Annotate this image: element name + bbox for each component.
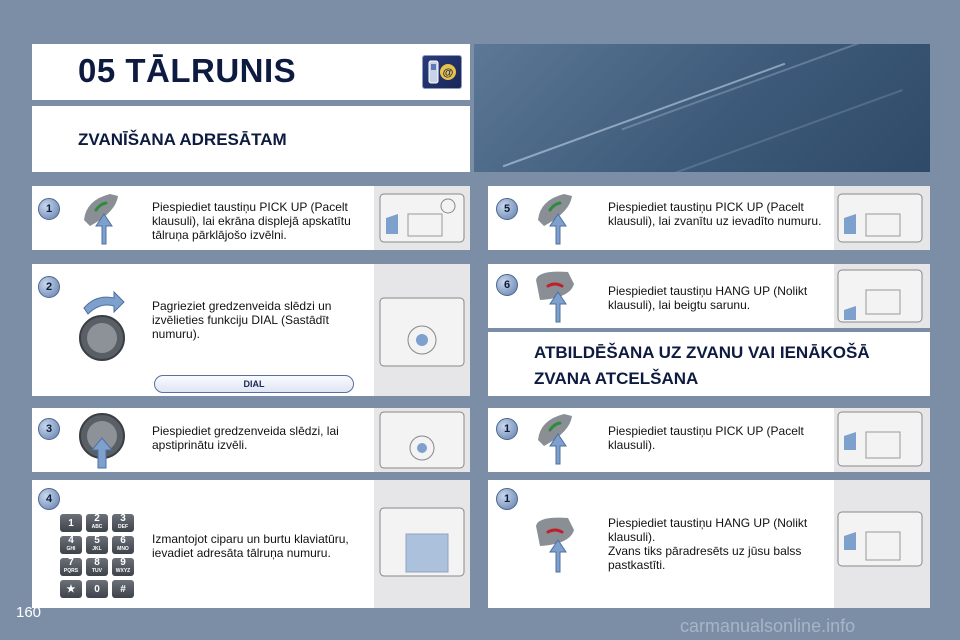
page-title: 05 TĀLRUNIS [78,52,297,89]
keypad-key: 5 JKL [86,536,108,554]
keypad-key: ★ [60,580,82,598]
hang-up-button-icon [530,512,580,574]
title-bar [32,44,470,100]
header-background [474,44,930,172]
answer-section-title: ATBILDĒŠANA UZ ZVANU VAI IENĀKOŠĀ ZVANA ATCELŠANA [534,343,870,388]
keypad-key: 4 GHI [60,536,82,554]
page-number: 160 [16,604,42,621]
keypad-key: 3 DEF [112,514,134,532]
step-badge: 1 [38,198,60,220]
radio-panel-icon [378,292,466,372]
answer-section-header [488,332,930,396]
keypad-key: # [112,580,134,598]
radio-panel-icon [378,190,466,246]
hang-up-button-icon [530,266,580,324]
step-badge: 1 [496,418,518,440]
pick-up-button-icon [76,190,126,246]
svg-text:@: @ [442,67,454,79]
section-bar [32,106,470,172]
step-text: Piespiediet gredzenveida slēdzi, lai apstiprinātu izvēli. [152,424,339,452]
step-badge: 4 [38,488,60,510]
watermark: carmanualsonline.info [680,616,856,636]
rotary-knob-press-icon [76,410,128,470]
keypad-key: 6 MNO [112,536,134,554]
radio-panel-icon [836,266,924,326]
step-text: Piespiediet taustiņu PICK UP (Pacelt klausuli), lai zvanītu uz ievadīto numuru. [608,200,822,228]
radio-panel-icon [378,410,466,470]
keypad-key: 7 PQRS [60,558,82,576]
step-badge: 5 [496,198,518,220]
step-badge: 1 [496,488,518,510]
dial-label: DIAL [154,375,354,393]
keypad-key: 1 [60,514,82,532]
keypad-icon [60,514,132,598]
radio-panel-icon [836,190,924,246]
keypad-key: 8 TUV [86,558,108,576]
phone-at-icon [422,55,462,89]
step-text: Piespiediet taustiņu HANG UP (Nolikt klausuli). Zvans tiks pāradresēts uz jūsu balss pastkastīti. [608,516,808,572]
step-text: Piespiediet taustiņu PICK UP (Pacelt klausuli). [608,424,804,452]
section-title: ZVANĪŠANA ADRESĀTAM [78,130,287,149]
radio-panel-icon [836,508,924,570]
keypad-key: 2 ABC [86,514,108,532]
keypad-key: 9 WXYZ [112,558,134,576]
step-text: Izmantojot ciparu un burtu klaviatūru, ievadiet adresāta tālruņa numuru. [152,532,349,560]
radio-panel-icon [836,410,924,468]
pick-up-button-icon [530,410,580,466]
step-badge: 2 [38,276,60,298]
pick-up-button-icon [530,190,580,246]
step-text: Piespiediet taustiņu PICK UP (Pacelt klausuli), lai ekrāna displejā apskatītu tālruņa pārklājošo izvēlni. [152,200,351,242]
step-text: Pagrieziet gredzenveida slēdzi un izvēlieties funkciju DIAL (Sastādīt numuru). [152,299,332,341]
keypad-key: 0 [86,580,108,598]
step-badge: 6 [496,274,518,296]
step-text: Piespiediet taustiņu HANG UP (Nolikt klausuli), lai beigtu sarunu. [608,284,808,312]
rotary-knob-icon [76,290,128,366]
step-badge: 3 [38,418,60,440]
radio-panel-icon [378,504,466,580]
